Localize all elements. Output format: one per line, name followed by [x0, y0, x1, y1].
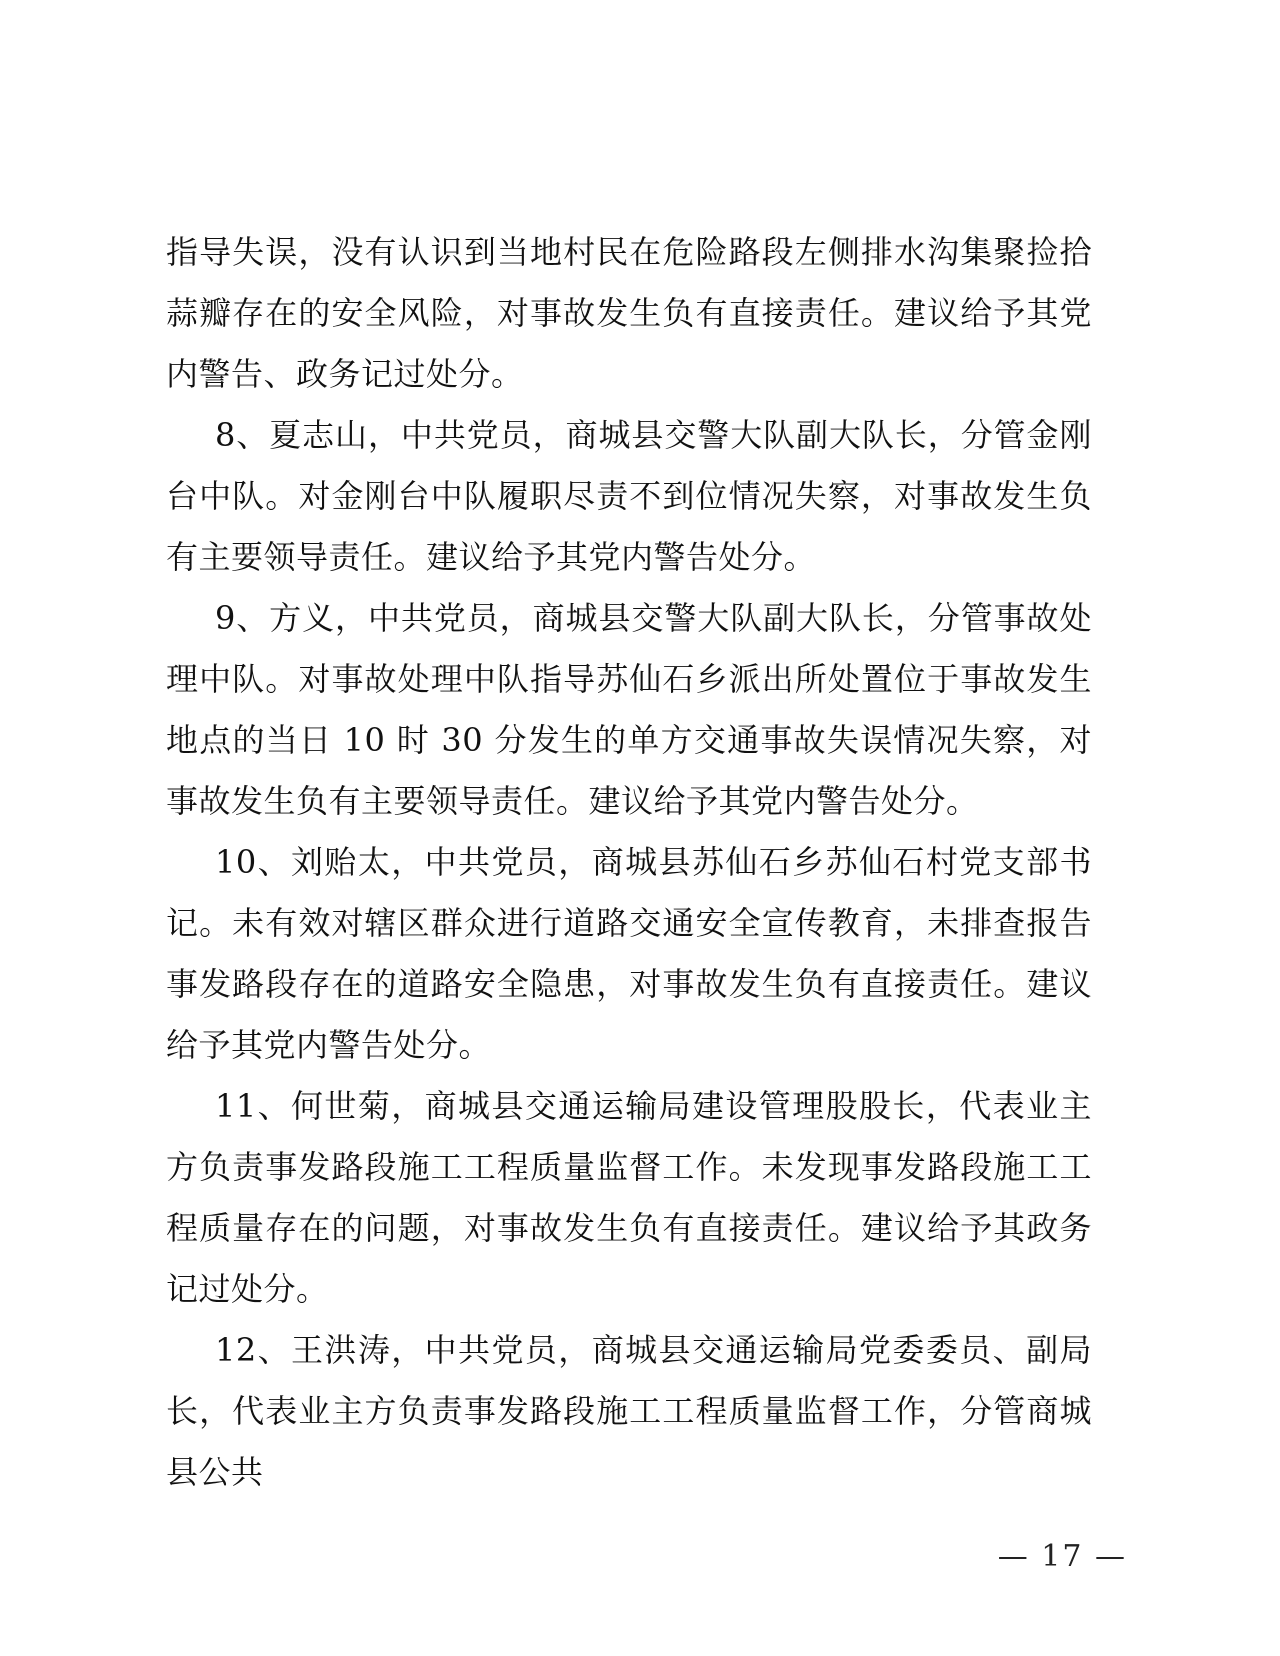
paragraph: 11、何世菊，商城县交通运输局建设管理股股长，代表业主方负责事发路段施工工程质量监督工作。未发现事发路段施工工程质量存在的问题，对事故发生负有直接责任。建议给予其政务记过处分。	[166, 1087, 1092, 1308]
paragraph: 10、刘贻太，中共党员，商城县苏仙石乡苏仙石村党支部书记。未有效对辖区群众进行道路交通安全宣传教育，未排查报告事发路段存在的道路安全隐患，对事故发生负有直接责任。建议给予其党内警告处分。	[166, 843, 1092, 1064]
page-number: — 17 —	[997, 1539, 1127, 1574]
document-body	[166, 222, 1092, 1503]
paragraph: 指导失误，没有认识到当地村民在危险路段左侧排水沟集聚捡拾蒜瓣存在的安全风险，对事故发生负有直接责任。建议给予其党内警告、政务记过处分。	[166, 233, 1092, 393]
paragraph: 8、夏志山，中共党员，商城县交警大队副大队长，分管金刚台中队。对金刚台中队履职尽责不到位情况失察，对事故发生负有主要领导责任。建议给予其党内警告处分。	[166, 416, 1092, 576]
paragraph: 12、王洪涛，中共党员，商城县交通运输局党委委员、副局长，代表业主方负责事发路段施工工程质量监督工作，分管商城县公共	[166, 1331, 1092, 1491]
paragraph: 9、方义，中共党员，商城县交警大队副大队长，分管事故处理中队。对事故处理中队指导苏仙石乡派出所处置位于事故发生地点的当日 10 时 30 分发生的单方交通事故失误情况失察，对事故发生负有主要领导责任。建议给予其党内警告处分。	[166, 599, 1092, 820]
